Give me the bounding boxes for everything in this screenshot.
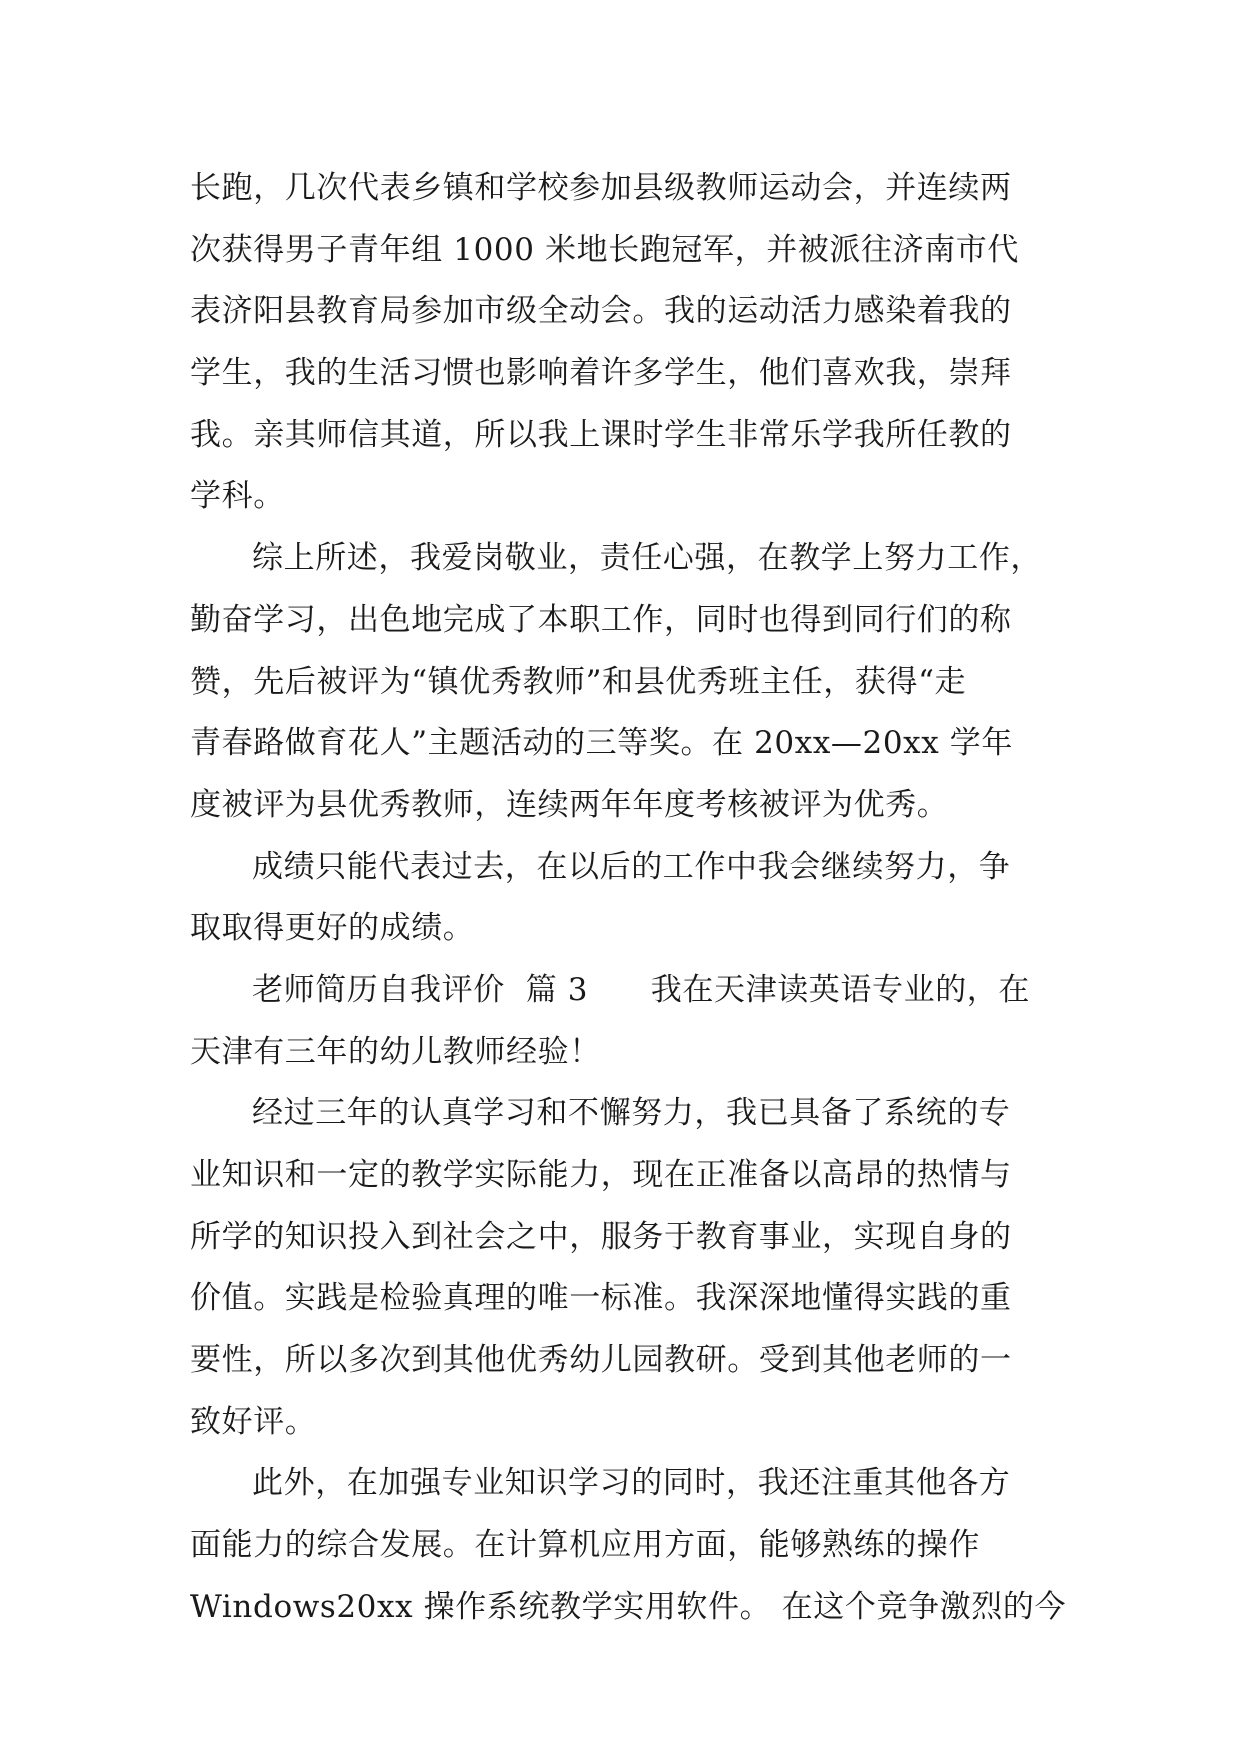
text-line-8: 勤奋学习，出色地完成了本职工作，同时也得到同行们的称 (190, 601, 1012, 638)
text-line-19: 价值。实践是检验真理的唯一标准。我深深地懂得实践的重 (190, 1280, 1012, 1317)
text-line-7: 综上所述，我爱岗敬业，责任心强，在教学上努力工作， (252, 540, 1042, 577)
document-body (190, 158, 1067, 1639)
text-line-23: 面能力的综合发展。在计算机应用方面，能够熟练的操作 (190, 1527, 980, 1564)
text-line-15: 天津有三年的幼儿教师经验！ (190, 1033, 601, 1070)
text-line-4: 学生，我的生活习惯也影响着许多学生，他们喜欢我，崇拜 (190, 355, 1012, 392)
text-line-18: 所学的知识投入到社会之中，服务于教育事业，实现自身的 (190, 1218, 1012, 1255)
text-line-1: 长跑，几次代表乡镇和学校参加县级教师运动会，并连续两 (190, 170, 1012, 206)
text-line-10: 青春路做育花人”主题活动的三等奖。在 20xx—20xx 学年 (190, 725, 1013, 762)
text-line-6: 学科。 (190, 478, 285, 515)
text-line-2: 次获得男子青年组 1000 米地长跑冠军，并被派往济南市代 (190, 231, 1019, 268)
section-heading-line: 老师简历自我评价 篇 3 我在天津读英语专业的，在 (252, 971, 1031, 1008)
text-line-20: 要性，所以多次到其他优秀幼儿园教研。受到其他老师的一 (190, 1342, 1012, 1379)
text-line-9: 赞，先后被评为“镇优秀教师”和县优秀班主任，获得“走 (190, 663, 967, 700)
text-line-21: 致好评。 (190, 1403, 317, 1440)
text-line-24: Windows20xx 操作系统教学实用软件。 在这个竞争激烈的今 (190, 1588, 1067, 1625)
text-line-5: 我。亲其师信其道，所以我上课时学生非常乐学我所任教的 (190, 416, 1012, 453)
text-line-3: 表济阳县教育局参加市级全动会。我的运动活力感染着我的 (190, 293, 1012, 330)
text-line-13: 取取得更好的成绩。 (190, 910, 475, 947)
text-line-12: 成绩只能代表过去，在以后的工作中我会继续努力，争 (252, 848, 1011, 885)
text-line-22: 此外，在加强专业知识学习的同时，我还注重其他各方 (252, 1465, 1011, 1502)
text-line-11: 度被评为县优秀教师，连续两年年度考核被评为优秀。 (190, 786, 949, 823)
text-line-17: 业知识和一定的教学实际能力，现在正准备以高昂的热情与 (190, 1157, 1012, 1193)
text-line-16: 经过三年的认真学习和不懈努力，我已具备了系统的专 (252, 1095, 1011, 1132)
